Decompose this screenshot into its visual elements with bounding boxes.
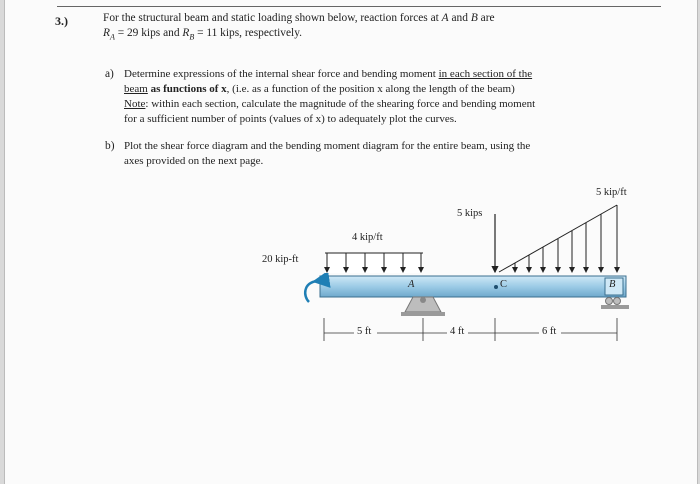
point-c-label: C — [500, 279, 508, 290]
point-c-marker — [494, 285, 498, 289]
support-b-label: B — [609, 279, 616, 290]
uniform-load-label: 4 kip/ft — [352, 232, 383, 243]
part-b-label: b) — [105, 140, 115, 152]
triangular-load — [499, 205, 617, 272]
question-intro: For the structural beam and static loading shown below, reaction forces at A and B are $R_A = 29$ kips and $R_B = 11$ kips, respectively. — [103, 12, 495, 42]
part-b-text: Plot the shear force diagram and the bending moment diagram for the entire beam, using the axes provided on the next page. — [124, 140, 531, 167]
beam-diagram — [5, 0, 697, 484]
triangular-load-label: 5 kip/ft — [596, 187, 627, 198]
uniform-load — [325, 253, 423, 273]
moment-label: 20 kip-ft — [262, 254, 299, 265]
moment-arrow — [305, 281, 317, 302]
support-a — [401, 297, 445, 316]
document-page — [4, 0, 698, 484]
part-a-text: Determine expressions of the internal shear force and bending moment in each section of the beam as functions of x, (i.e. as a function of the position x along the length of the beam) Note: within each section, calculate the magnitude of the shearing force and bending moment for a sufficient number of points (values of x) to adequately plot the curves. — [124, 68, 536, 125]
dim-label-3: 6 ft — [542, 326, 557, 337]
point-load-label: 5 kips — [457, 208, 483, 219]
support-a-label: A — [408, 279, 415, 290]
question-number: 3.) — [55, 14, 68, 28]
dim-label-2: 4 ft — [450, 326, 465, 337]
dim-label-1: 5 ft — [357, 326, 372, 337]
part-a-label: a) — [105, 68, 114, 80]
beam — [320, 276, 626, 297]
